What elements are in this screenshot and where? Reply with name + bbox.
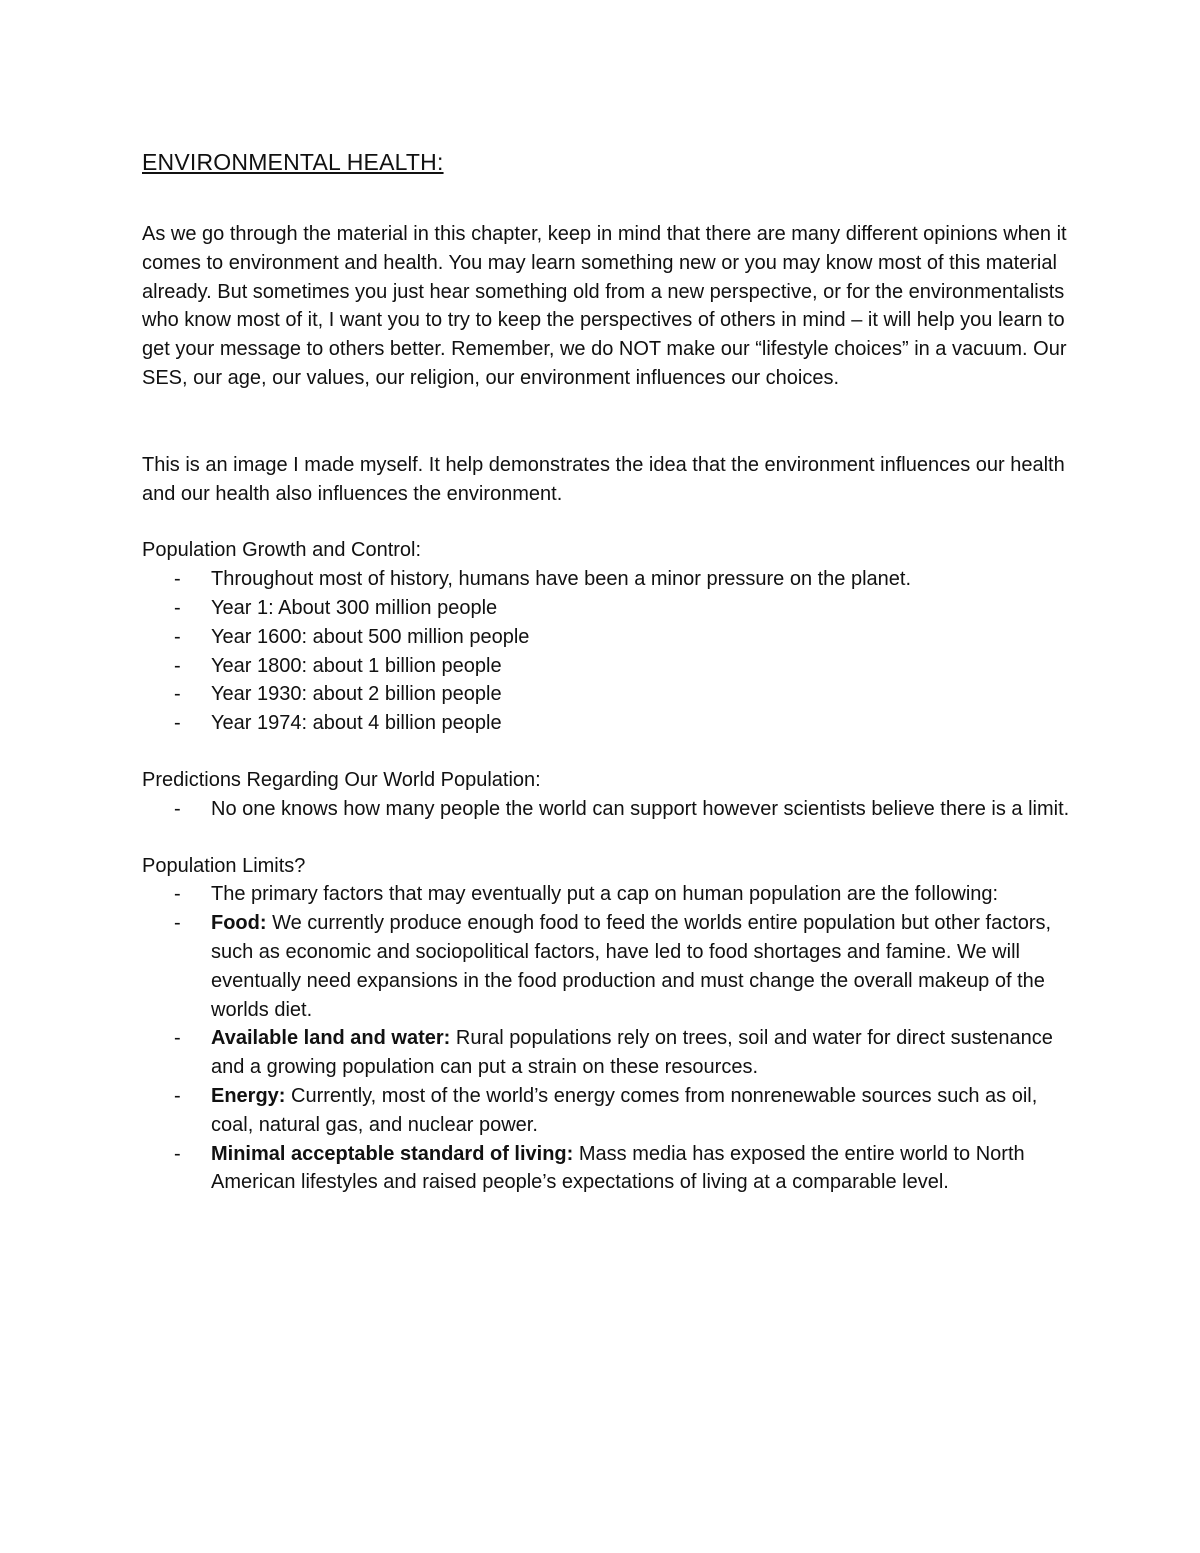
intro-paragraph: As we go through the material in this chapter, keep in mind that there are many different opinions when it comes to environment and health. You may learn something new or you may know most of this material already. But sometimes you just hear something old from a new perspective, or for the environmentalists who know most of it, I want you to try to keep the perspectives of others in mind – it will help you learn to get your message to others better. Remember, we do NOT make our “lifestyle choices” in a vacuum. Our SES, our age, our values, our religion, our environment influences our choices.: [142, 223, 1067, 389]
document-page: [142, 146, 1072, 1197]
factor-standard-of-living: [142, 1140, 1072, 1198]
factor-text: Rural populations rely on trees, soil and water for direct sustenance and a growing population can put a strain on these resources.: [211, 1027, 1053, 1079]
list-item: - Year 1930: about 2 billion people: [142, 680, 1072, 709]
population-limits-heading: Population Limits?: [142, 854, 306, 877]
list-item: - Year 1: About 300 million people: [142, 594, 1072, 623]
list-item: - Throughout most of history, humans have been a minor pressure on the planet.: [142, 565, 1072, 594]
factor-term: Available land and water:: [211, 1027, 451, 1050]
factor-energy: [142, 1082, 1072, 1140]
list-item: - Year 1600: about 500 million people: [142, 623, 1072, 652]
factor-food: [142, 909, 1072, 1024]
factor-land-water: [142, 1024, 1072, 1082]
factor-text: Currently, most of the world’s energy comes from nonrenewable sources such as oil, coal, natural gas, and nuclear power.: [211, 1084, 1038, 1136]
factor-text: Mass media has exposed the entire world to North American lifestyles and raised people’s expectations of living at a comparable level.: [211, 1142, 1025, 1194]
list-item: - Year 1974: about 4 billion people: [142, 709, 1072, 738]
population-limits-list: [142, 880, 1072, 1197]
document-title: ENVIRONMENTAL HEALTH:: [142, 149, 444, 175]
predictions-heading: Predictions Regarding Our World Population:: [142, 768, 541, 791]
image-note-paragraph: This is an image I made myself. It help demonstrates the idea that the environment influences our health and our health also influences the environment.: [142, 453, 1065, 505]
factor-term: Energy:: [211, 1084, 286, 1107]
predictions-list: [142, 795, 1072, 824]
population-growth-list: [142, 565, 1072, 738]
factor-term: Minimal acceptable standard of living:: [211, 1142, 574, 1165]
factor-text: We currently produce enough food to feed the worlds entire population but other factors, such as economic and sociopolitical factors, have led to food shortages and famine. We will eventually need expansions in the food production and must change the overall makeup of the worlds diet.: [211, 912, 1052, 1021]
list-item: - Year 1800: about 1 billion people: [142, 652, 1072, 681]
factor-term: Food:: [211, 912, 267, 935]
population-growth-heading: Population Growth and Control:: [142, 539, 422, 562]
list-item: - The primary factors that may eventually put a cap on human population are the following:: [142, 880, 1072, 909]
list-item: - No one knows how many people the world can support however scientists believe there is a limit.: [142, 795, 1072, 824]
